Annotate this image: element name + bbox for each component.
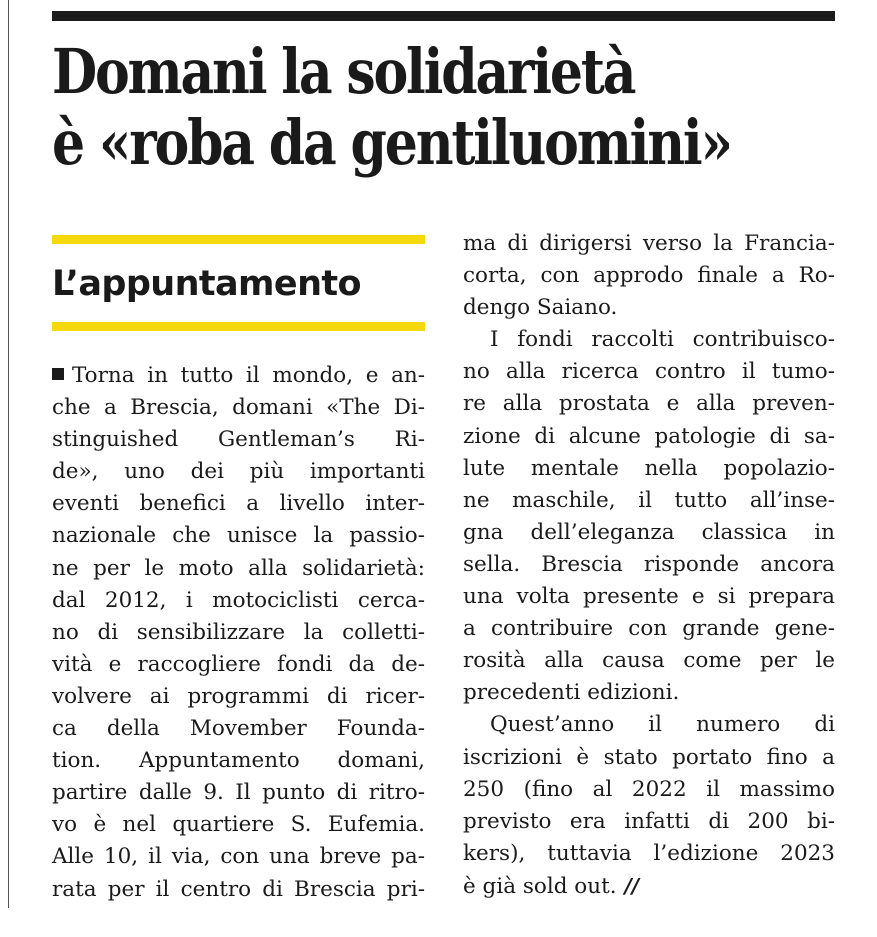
text-line: lute mentale nella popolazio- [463, 455, 835, 481]
text-line: zione di alcune patologie di sa- [463, 423, 835, 449]
text-line: precedenti edizioni. [463, 680, 680, 706]
text-line: iscrizioni è stato portato fino a [463, 744, 835, 770]
text-line: che a Brescia, domani «The Di- [52, 395, 425, 421]
text-line: vità e raccogliere fondi da de- [52, 651, 425, 677]
text-line: Torna in tutto il mondo, e an- [52, 360, 425, 392]
text-line: dal 2012, i motociclisti cerca- [52, 587, 425, 613]
article-column-right [463, 228, 835, 902]
text-line: ca della Movember Founda- [52, 716, 425, 742]
text-line: re alla prostata e alla preven- [463, 391, 835, 417]
text-line: kers), tuttavia l’edizione 2023 [463, 840, 835, 866]
text-line: è già sold out. // [463, 873, 640, 899]
article-column-left [52, 360, 425, 906]
text-line: Alle 10, il via, con una breve pa- [52, 844, 425, 870]
kicker-bar-bottom [52, 322, 425, 331]
text-line: dengo Saiano. [463, 295, 618, 321]
text-line: vo è nel quartiere S. Eufemia. [52, 812, 425, 838]
text-line: previsto era infatti di 200 bi- [463, 808, 835, 834]
text-line: gna dell’eleganza classica in [463, 519, 835, 545]
top-rule [52, 11, 835, 21]
text-line: una volta presente e si prepara [463, 584, 835, 610]
text-line: rata per il centro di Brescia pri- [52, 876, 425, 902]
text-line: de», uno dei più importanti [52, 459, 425, 485]
text-line: no alla ricerca contro il tumo- [463, 359, 835, 385]
text-line: nazionale che unisce la passio- [52, 523, 425, 549]
text-line: volvere ai programmi di ricer- [52, 683, 425, 709]
text-line: I fondi raccolti contribuisco- [490, 327, 835, 353]
headline-line-2: è «roba da gentiluomini» [52, 106, 731, 179]
end-mark: // [624, 873, 640, 898]
page-edge-rule [8, 0, 9, 908]
text-line: rosità alla causa come per le [463, 648, 835, 674]
kicker-bar-top [52, 235, 425, 244]
text-line: sella. Brescia risponde ancora [463, 551, 835, 577]
text-line: Quest’anno il numero di [490, 712, 835, 738]
text-line: corta, con approdo finale a Ro- [463, 263, 835, 289]
headline [52, 36, 731, 178]
headline-line-1: Domani la solidarietà [52, 35, 635, 108]
text-line: tion. Appuntamento domani, [52, 748, 425, 774]
text-line: no di sensibilizzare la colletti- [52, 619, 425, 645]
text-line: eventi benefici a livello inter- [52, 491, 425, 517]
text-line: ne maschile, il tutto all’inse- [463, 487, 835, 513]
text-line: partire dalle 9. Il punto di ritro- [52, 780, 425, 806]
kicker-label: L’appuntamento [52, 264, 361, 304]
text-line: 250 (fino al 2022 il massimo [463, 776, 835, 802]
text-line: ma di dirigersi verso la Francia- [463, 231, 835, 256]
text-line: stinguished Gentleman’s Ri- [52, 427, 425, 453]
text-line: ne per le moto alla solidarietà: [52, 555, 425, 581]
text-line: a contribuire con grande gene- [463, 616, 835, 642]
black-square-icon [52, 368, 64, 380]
